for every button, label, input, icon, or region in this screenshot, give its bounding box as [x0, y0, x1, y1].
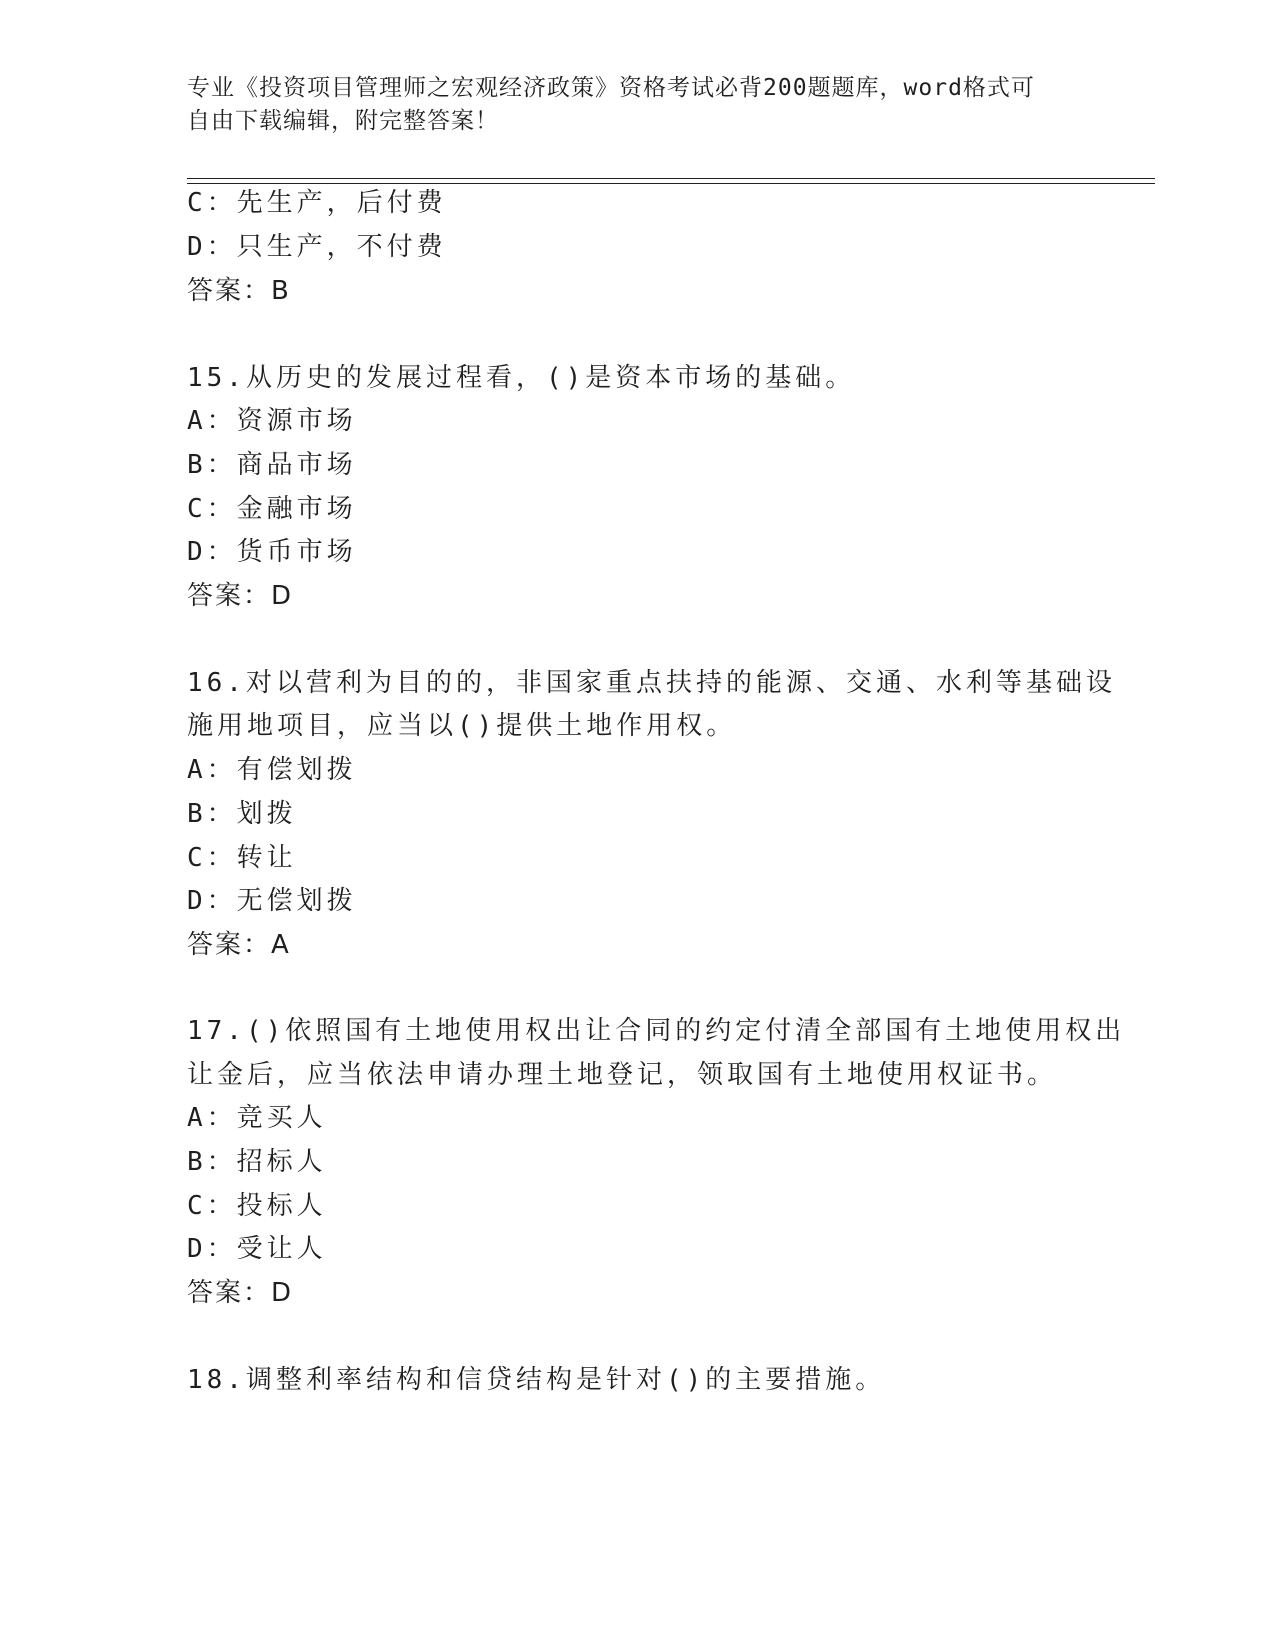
- document-header: [187, 72, 1087, 138]
- header-divider: [187, 178, 1155, 184]
- q16-option-b: B：划拨: [187, 799, 297, 829]
- q15-option-c: C：金融市场: [187, 494, 357, 524]
- q16-option-d: D：无偿划拨: [187, 886, 357, 916]
- q17-stem-line-1: 17.()依照国有土地使用权出让合同的约定付清全部国有土地使用权出: [187, 1016, 1126, 1046]
- q15-option-d: D：货币市场: [187, 537, 357, 567]
- q17-option-d: D：受让人: [187, 1234, 327, 1264]
- header-line-2: 自由下载编辑，附完整答案！: [187, 108, 499, 134]
- q16-option-a: A：有偿划拨: [187, 755, 357, 785]
- q15-stem: 15.从历史的发展过程看，()是资本市场的基础。: [187, 363, 856, 393]
- q17-option-a: A：竞买人: [187, 1103, 327, 1133]
- q16-answer: 答案：A: [187, 930, 291, 960]
- q14-answer: 答案：B: [187, 276, 291, 306]
- q15-option-a: A：资源市场: [187, 406, 357, 436]
- q16-stem-line-1: 16.对以营利为目的的，非国家重点扶持的能源、交通、水利等基础设: [187, 668, 1116, 698]
- q15-answer: 答案：D: [187, 581, 294, 611]
- q16-stem-line-2: 施用地项目，应当以()提供土地作用权。: [187, 711, 737, 741]
- q17-stem-line-2: 让金后，应当依法申请办理土地登记，领取国有土地使用权证书。: [187, 1060, 1058, 1090]
- q14-option-c: C：先生产，后付费: [187, 188, 447, 218]
- q16-option-c: C：转让: [187, 843, 297, 873]
- q17-answer: 答案：D: [187, 1278, 294, 1308]
- header-line-1: 专业《投资项目管理师之宏观经济政策》资格考试必背200题题库，word格式可: [187, 75, 1035, 101]
- q14-option-d: D：只生产，不付费: [187, 232, 447, 262]
- q17-option-b: B：招标人: [187, 1147, 327, 1177]
- q18-stem: 18.调整利率结构和信贷结构是针对()的主要措施。: [187, 1365, 886, 1395]
- q15-option-b: B：商品市场: [187, 450, 357, 480]
- q17-option-c: C：投标人: [187, 1191, 327, 1221]
